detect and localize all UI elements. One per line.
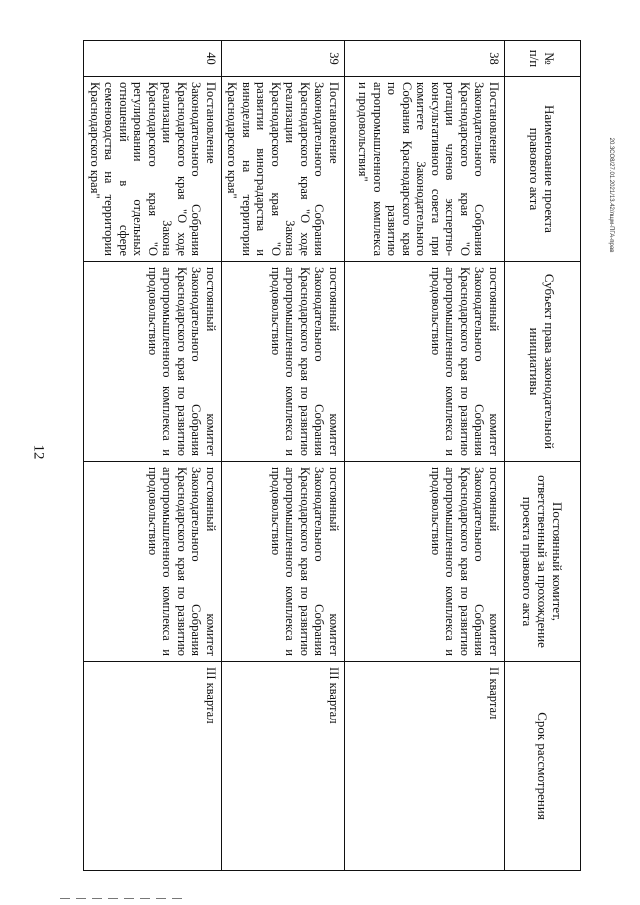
row-subject: постоянный комитет Законодательного Собрания Краснодарского края по развитию агропромышленного комплекса и продовольствию [84,262,222,462]
row-name: Постановление Законодательного Собрания Краснодарского края "О ходе реализации Закона Краснодарского края "О регулировании отдельных отношений в сфере семеноводства на территории Краснодарского края" [84,77,222,262]
row-name: Постановление Законодательного Собрания Краснодарского края "О ротации членов экспертно-консультативного совета при комитете Законодательного Собрания Краснодарского края по развитию агропромышленного комплекса и продовольствия" [345,77,505,262]
row-subject: постоянный комитет Законодательного Собрания Краснодарского края по развитию агропромышленного комплекса и продовольствию [222,262,345,462]
row-subject: постоянный комитет Законодательного Собрания Краснодарского края по развитию агропромышленного комплекса и продовольствию [345,262,505,462]
legislation-plan-table [84,40,582,871]
header-term: Срок рассмотрения [505,662,581,871]
row-term: II квартал [345,662,505,871]
table-row [222,41,345,871]
row-num: 40 [84,41,222,77]
row-num: 38 [345,41,505,77]
rotated-table-container [88,40,581,870]
row-num: 39 [222,41,345,77]
row-term: III квартал [222,662,345,871]
row-committee: постоянный комитет Законодательного Собрания Краснодарского края по развитию агропромышленного комплекса и продовольствию [84,462,222,662]
scan-artifact [60,898,182,899]
row-term: III квартал [84,662,222,871]
row-name: Постановление Законодательного Собрания Краснодарского края "О ходе реализации Закона Краснодарского края "О развитии виноградарства и виноделия на территории Краснодарского края" [222,77,345,262]
document-code: 20.3СО8/27.01.2021/13.42/лщм-ПГА-прав [608,137,614,253]
table-row [345,41,505,871]
header-subject: Субъект права законодательной инициативы [505,262,581,462]
table-header-row [505,41,581,871]
table-row [84,41,222,871]
row-committee: постоянный комитет Законодательного Собрания Краснодарского края по развитию агропромышленного комплекса и продовольствию [222,462,345,662]
header-committee: Постоянный комитет, ответственный за прохождение проекта правового акта [505,462,581,662]
page-number: 12 [30,444,47,460]
header-num: № п/п [505,41,581,77]
row-committee: постоянный комитет Законодательного Собрания Краснодарского края по развитию агропромышленного комплекса и продовольствию [345,462,505,662]
header-name: Наименование проекта правового акта [505,77,581,262]
